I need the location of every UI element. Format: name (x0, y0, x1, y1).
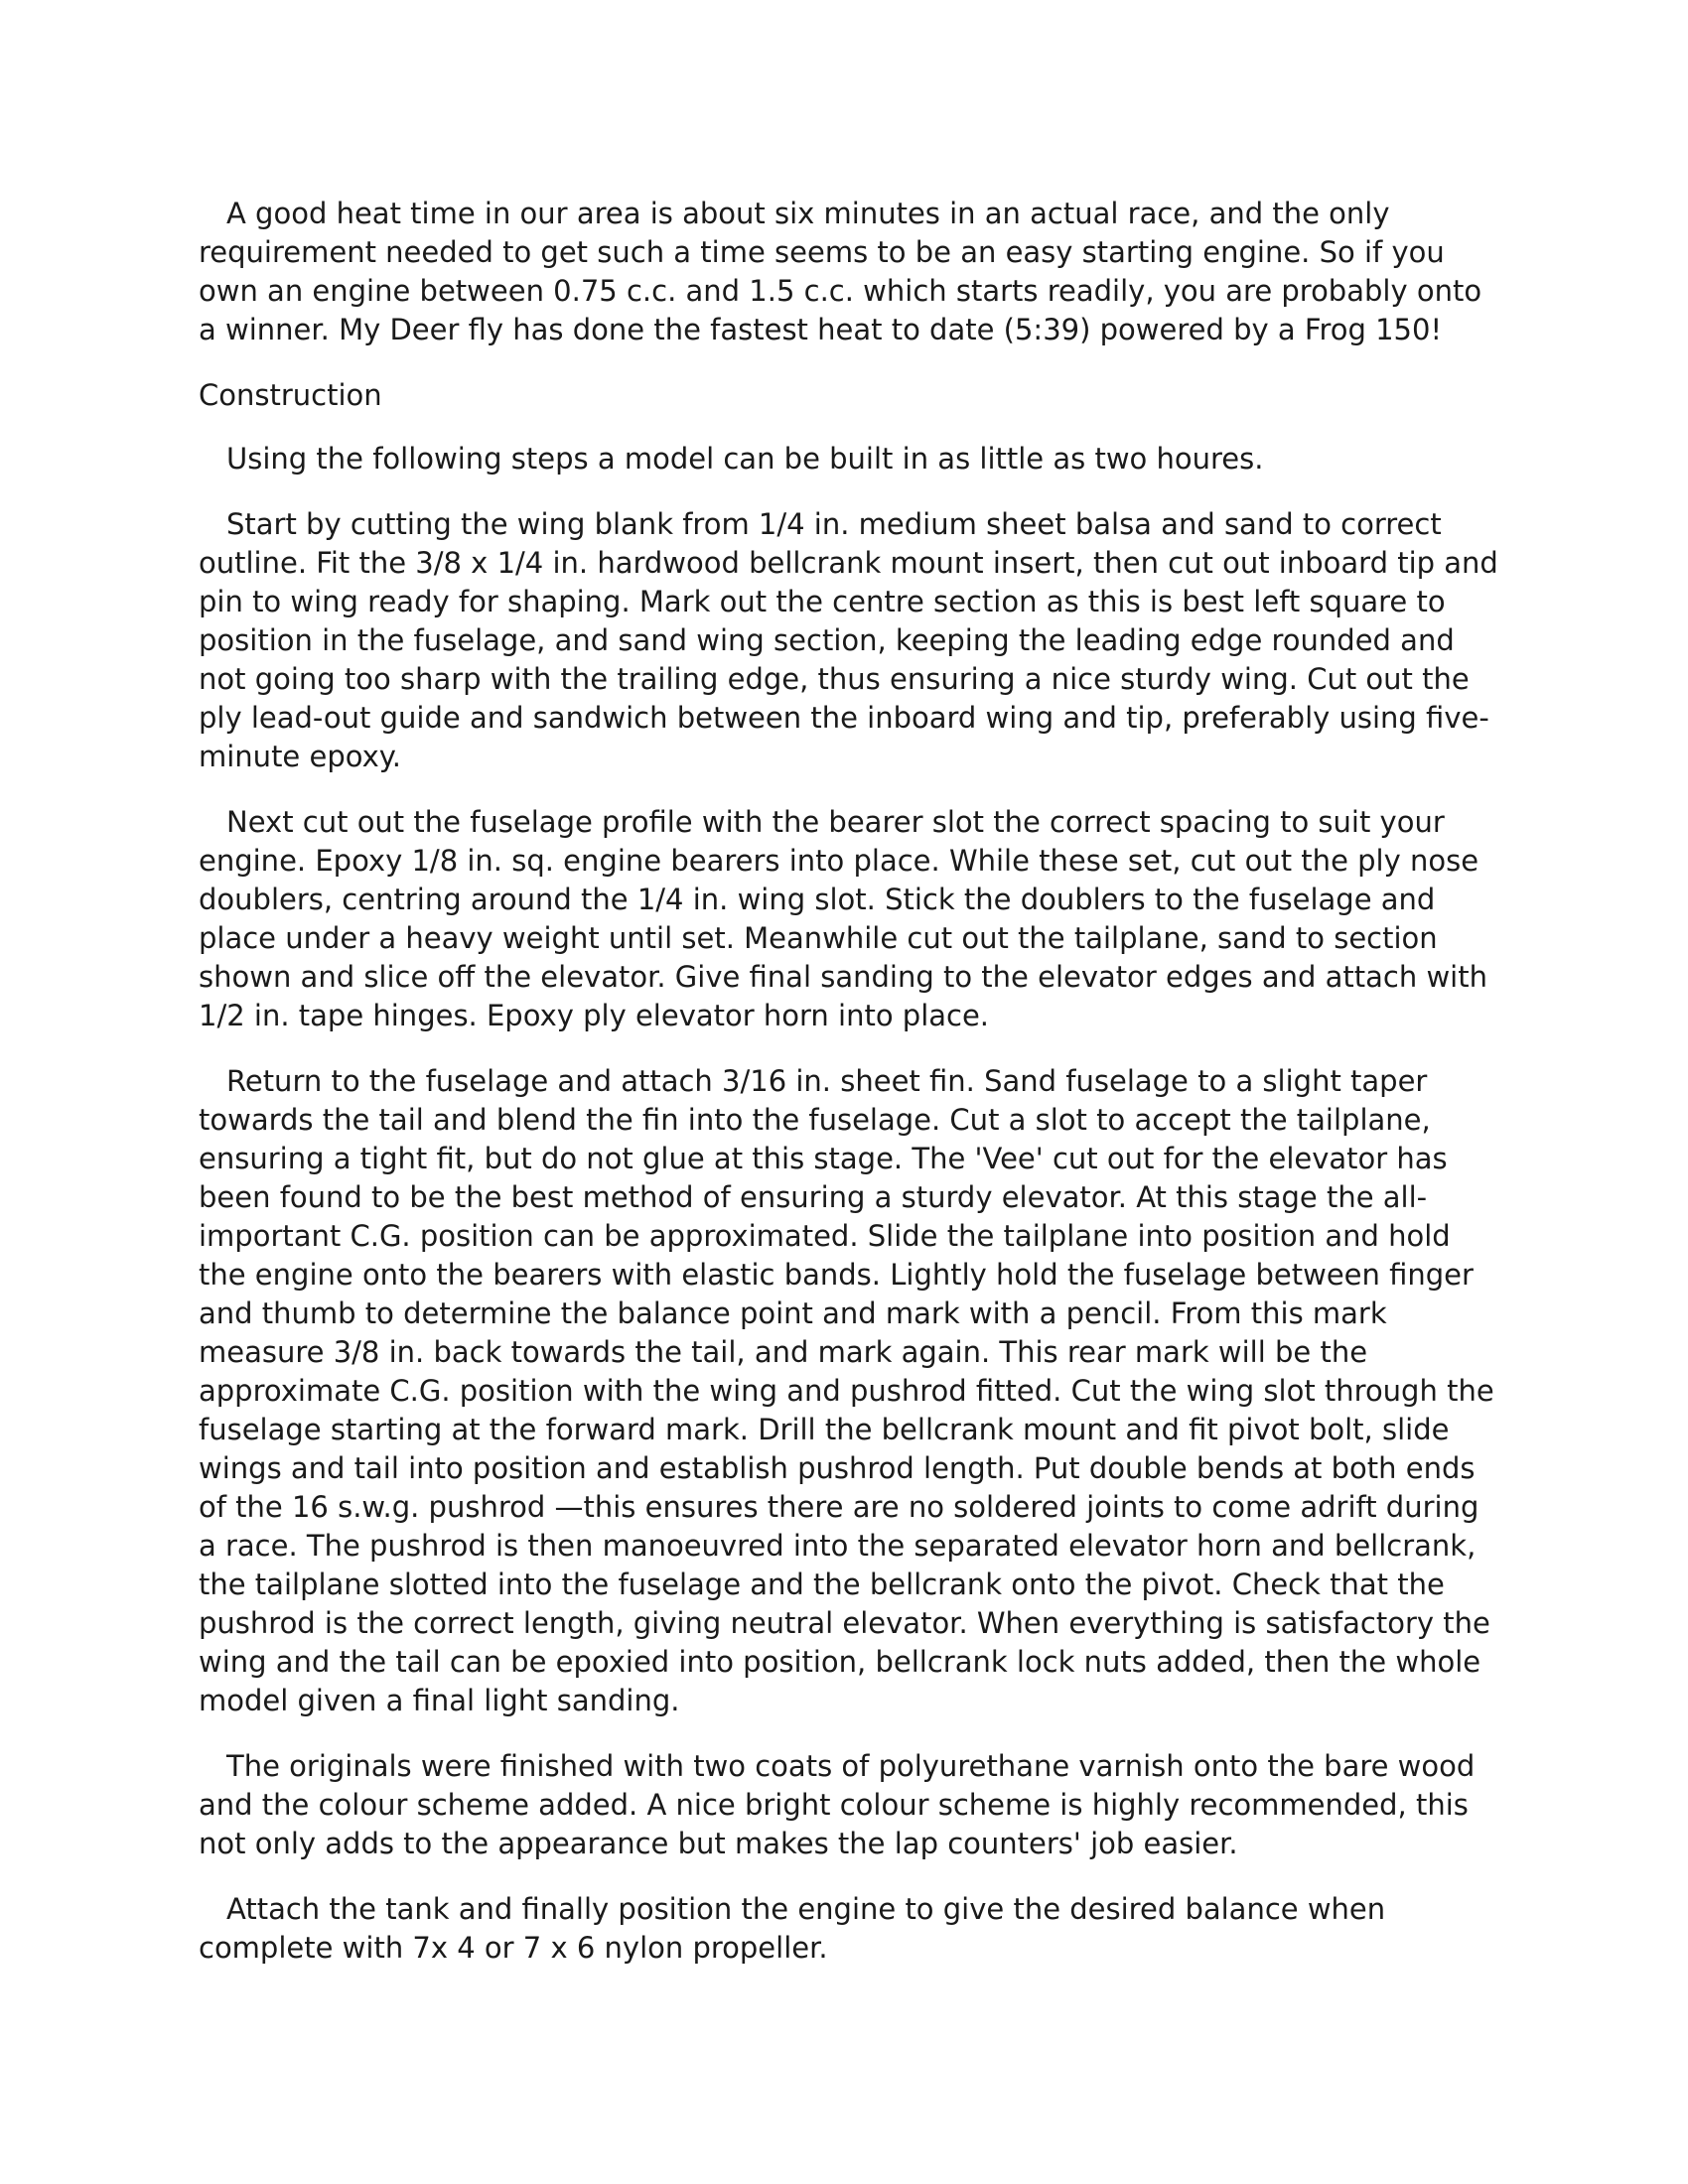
paragraph-engine-tank: Attach the tank and finally position the engine to give the desired balance when complete with 7x 4 or 7 x 6 nylon propeller. (199, 1892, 1386, 1965)
document-body (199, 195, 1499, 1994)
intro-paragraph: A good heat time in our area is about six minutes in an actual race, and the only requirement needed to get such a time seems to be an easy starting engine. So if you own an engine between 0.75 c.c. and 1.5 c.c. which starts readily, you are probably onto a winner. My Deer fly has done the fastest heat to date (5:39) powered by a Frog 150! (199, 197, 1482, 346)
section-heading: Construction (199, 378, 382, 412)
paragraph-build-time: Using the following steps a model can be built in as little as two houres. (226, 442, 1264, 476)
paragraph-fuselage-tailplane: Next cut out the fuselage profile with the bearer slot the correct spacing to suit your engine. Epoxy 1/8 in. sq. engine bearers into place. While these set, cut out the ply nose doublers, centring around the 1/4 in. wing slot. Stick the doublers to the fuselage and place under a heavy weight until set. Meanwhile cut out the tailplane, sand to section shown and slice off the elevator. Give final sanding to the elevator edges and attach with 1/2 in. tape hinges. Epoxy ply elevator horn into place. (199, 805, 1487, 1032)
paragraph-assembly: Return to the fuselage and attach 3/16 in. sheet fin. Sand fuselage to a slight taper towards the tail and blend the fin into the fuselage. Cut a slot to accept the tailplane, ensuring a tight fit, but do not glue at this stage. The 'Vee' cut out for the elevator has been found to be the best method of ensuring a sturdy elevator. At this stage the all-important C.G. position can be approximated. Slide the tailplane into position and hold the engine onto the bearers with elastic bands. Lightly hold the fuselage between finger and thumb to determine the balance point and mark with a pencil. From this mark measure 3/8 in. back towards the tail, and mark again. This rear mark will be the approximate C.G. position with the wing and pushrod fitted. Cut the wing slot through the fuselage starting at the forward mark. Drill the bellcrank mount and fit pivot bolt, slide wings and tail into position and establish pushrod length. Put double bends at both ends of the 16 s.w.g. pushrod —this ensures there are no soldered joints to come adrift during a race. The pushrod is then manoeuvred into the separated elevator horn and bellcrank, the tailplane slotted into the fuselage and the bellcrank onto the pivot. Check that the pushrod is the correct length, giving neutral elevator. When everything is satisfactory the wing and the tail can be epoxied into position, bellcrank lock nuts added, then the whole model given a final light sanding. (199, 1064, 1494, 1717)
paragraph-wing: Start by cutting the wing blank from 1/4 in. medium sheet balsa and sand to correct outline. Fit the 3/8 x 1/4 in. hardwood bellcrank mount insert, then cut out inboard tip and pin to wing ready for shaping. Mark out the centre section as this is best left square to position in the fuselage, and sand wing section, keeping the leading edge rounded and not going too sharp with the trailing edge, thus ensuring a nice sturdy wing. Cut out the ply lead-out guide and sandwich between the inboard wing and tip, preferably using five-minute epoxy. (199, 507, 1498, 773)
paragraph-finishing: The originals were finished with two coats of polyurethane varnish onto the bare wood and the colour scheme added. A nice bright colour scheme is highly recommended, this not only adds to the appearance but makes the lap counters' job easier. (199, 1749, 1476, 1860)
